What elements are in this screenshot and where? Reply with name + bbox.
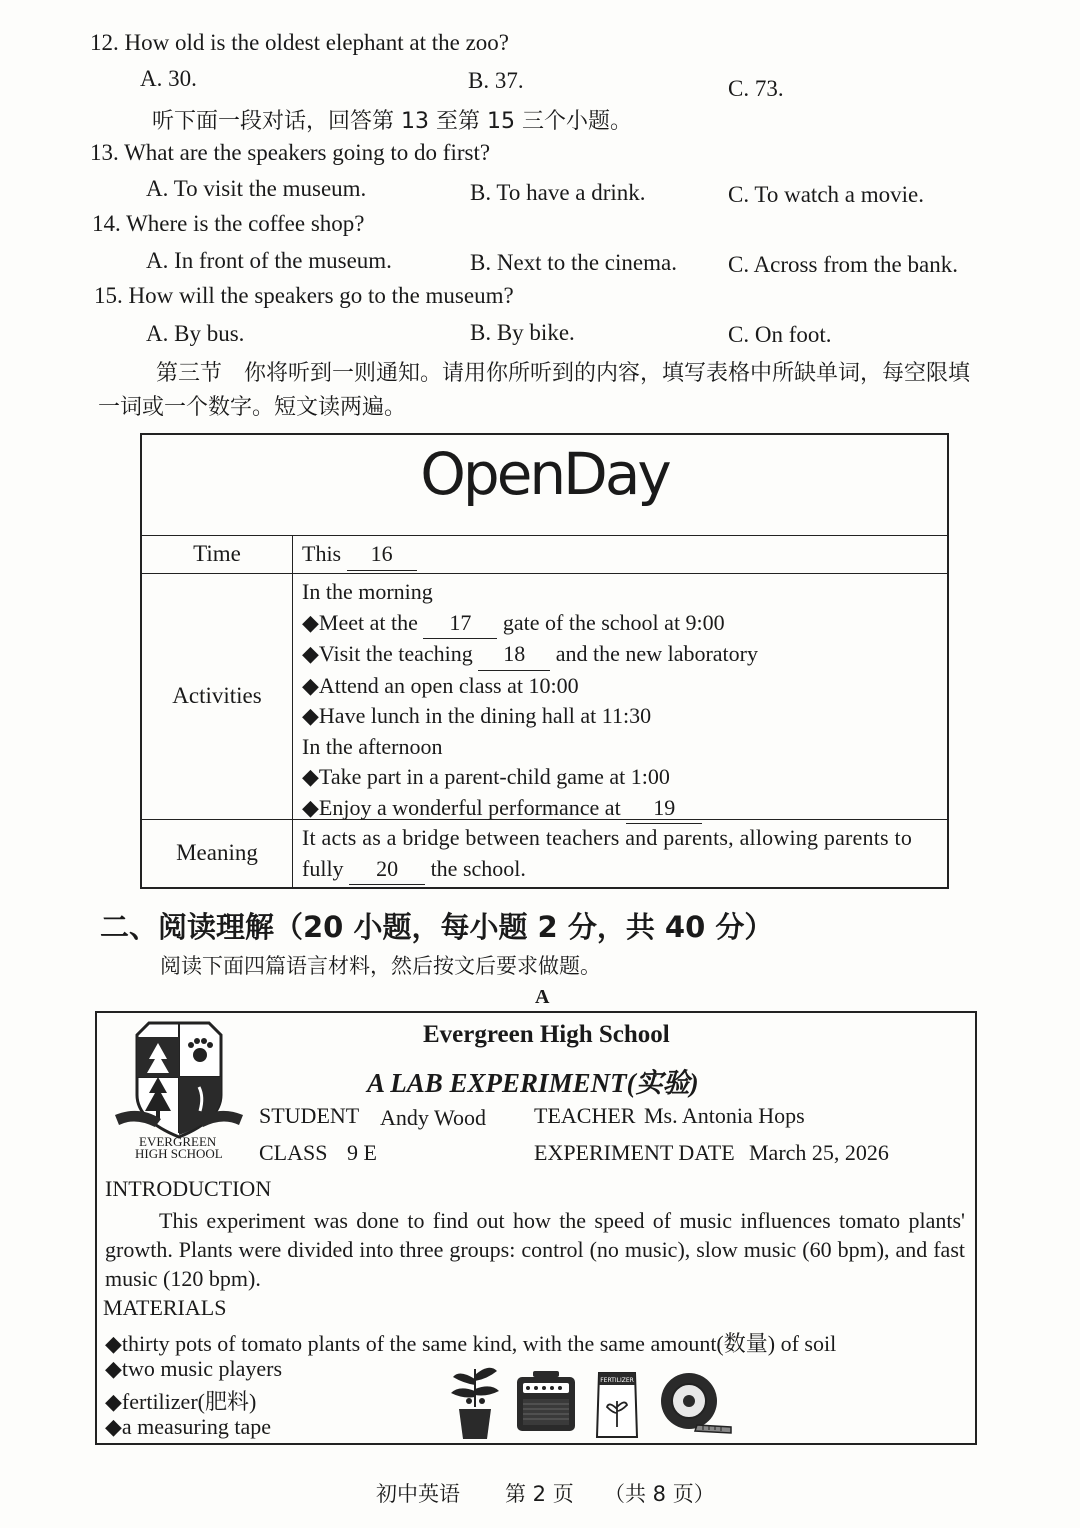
tomato-plant-icon bbox=[447, 1359, 503, 1441]
teacher-name: Ms. Antonia Hops bbox=[644, 1103, 805, 1128]
q13-option-a: A. To visit the museum. bbox=[146, 176, 367, 201]
fertilizer-bag-label: FERTILIZER bbox=[600, 1377, 634, 1384]
q14-option-a: A. In front of the museum. bbox=[146, 248, 392, 273]
question-14 bbox=[92, 211, 365, 237]
open-day-table bbox=[140, 433, 949, 889]
meaning-label: Meaning bbox=[142, 819, 293, 887]
activity-text: ◆Visit the teaching bbox=[302, 641, 473, 666]
activity-text: ◆Enjoy a wonderful performance at bbox=[302, 794, 621, 820]
morning-heading: In the morning bbox=[302, 579, 433, 604]
question-15 bbox=[94, 283, 514, 309]
material-item: ◆fertilizer(肥料) bbox=[105, 1389, 257, 1414]
question-text: How will the speakers go to the museum? bbox=[128, 283, 514, 308]
question-number: 12. bbox=[90, 30, 119, 55]
question-text: Where is the coffee shop? bbox=[126, 211, 365, 236]
introduction-text: This experiment was done to find out how the speed of music influences tomato plants' growth. Plants were divided into three groups: control (no music), slow music (60 bpm), and fast music (120 bpm). bbox=[105, 1208, 965, 1291]
material-item: ◆a measuring tape bbox=[105, 1414, 271, 1439]
activity-item: ◆Take part in a parent-child game at 1:00 bbox=[302, 764, 670, 789]
crest-caption-2: HIGH SCHOOL bbox=[135, 1146, 223, 1161]
blank-17[interactable]: 17 bbox=[423, 608, 497, 640]
activity-item bbox=[302, 608, 937, 640]
q15-option-a: A. By bus. bbox=[146, 321, 245, 346]
lab-experiment-box bbox=[95, 1011, 977, 1445]
meaning-line bbox=[302, 854, 937, 886]
meaning-line: It acts as a bridge between teachers and parents, allowing parents to bbox=[302, 825, 913, 850]
activities-label: Activities bbox=[142, 573, 293, 819]
blank-20[interactable]: 20 bbox=[349, 854, 425, 886]
student-label: STUDENT bbox=[259, 1103, 360, 1128]
question-number: 13. bbox=[90, 140, 119, 165]
q12-option-c: C. 73. bbox=[728, 76, 784, 101]
q13-option-b: B. To have a drink. bbox=[470, 180, 646, 205]
question-number: 15. bbox=[94, 283, 123, 308]
q12-option-b: B. 37. bbox=[468, 68, 524, 93]
meaning-suffix: the school. bbox=[430, 855, 526, 881]
time-row bbox=[142, 535, 947, 574]
school-name: Evergreen High School bbox=[423, 1021, 670, 1048]
activity-item: ◆Have lunch in the dining hall at 11:30 bbox=[302, 703, 652, 728]
meaning-row bbox=[142, 819, 947, 887]
q14-option-c: C. Across from the bank. bbox=[728, 252, 958, 277]
class-value: 9 E bbox=[347, 1140, 377, 1165]
student-name: Andy Wood bbox=[380, 1105, 486, 1130]
instruction-13-15: 听下面一段对话，回答第 13 至第 15 三个小题。 bbox=[152, 109, 632, 134]
activities-row bbox=[142, 573, 947, 820]
materials-heading: MATERIALS bbox=[103, 1295, 227, 1320]
activity-item bbox=[302, 639, 937, 671]
blank-18[interactable]: 18 bbox=[478, 639, 550, 671]
section-3-instruction-line-2: 一词或一个数字。短文读两遍。 bbox=[98, 395, 407, 420]
measuring-tape-icon bbox=[657, 1369, 737, 1437]
teacher-label: TEACHER bbox=[534, 1103, 636, 1128]
activity-text: ◆Meet at the bbox=[302, 609, 418, 635]
question-12 bbox=[90, 30, 509, 56]
introduction-heading: INTRODUCTION bbox=[105, 1176, 272, 1201]
time-prefix: This bbox=[302, 541, 342, 566]
passage-letter: A bbox=[535, 986, 550, 1008]
section-3-instruction-line-1: 第三节 你将听到一则通知。请用你所听到的内容，填写表格中所缺单词，每空限填 bbox=[156, 361, 971, 386]
blank-16[interactable]: 16 bbox=[347, 539, 417, 571]
date-label: EXPERIMENT DATE bbox=[534, 1140, 735, 1165]
music-player-icon bbox=[515, 1371, 577, 1433]
question-text: What are the speakers going to do first? bbox=[124, 140, 491, 165]
time-label: Time bbox=[142, 535, 293, 573]
material-item: ◆two music players bbox=[105, 1356, 282, 1381]
activity-item: ◆Attend an open class at 10:00 bbox=[302, 672, 579, 698]
q13-option-c: C. To watch a movie. bbox=[728, 182, 924, 207]
q14-option-b: B. Next to the cinema. bbox=[470, 250, 677, 275]
time-value bbox=[302, 539, 937, 571]
q15-option-b: B. By bike. bbox=[470, 320, 575, 345]
meaning-prefix: fully bbox=[302, 855, 344, 881]
question-13 bbox=[90, 140, 490, 166]
open-day-title-cell bbox=[142, 435, 947, 536]
experiment-title: A LAB EXPERIMENT(实验) bbox=[367, 1068, 699, 1098]
q12-option-a: A. 30. bbox=[140, 66, 197, 91]
fertilizer-bag-icon bbox=[595, 1367, 639, 1439]
class-label: CLASS bbox=[259, 1140, 328, 1165]
open-day-title: OpenDay bbox=[420, 440, 669, 508]
footer-page: 第 2 页 bbox=[505, 1482, 574, 1506]
date-value: March 25, 2026 bbox=[749, 1140, 889, 1165]
activities-list bbox=[302, 577, 937, 824]
activity-text: and the new laboratory bbox=[555, 641, 758, 666]
footer-total: （共 8 页） bbox=[604, 1482, 715, 1506]
q15-option-c: C. On foot. bbox=[728, 322, 832, 347]
section-2-instruction: 阅读下面四篇语言材料，然后按文后要求做题。 bbox=[160, 954, 601, 978]
afternoon-heading: In the afternoon bbox=[302, 733, 443, 759]
section-2-heading: 二、阅读理解（20 小题，每小题 2 分，共 40 分） bbox=[100, 910, 774, 944]
meaning-text bbox=[302, 823, 937, 885]
blank-19[interactable]: 19 bbox=[626, 793, 702, 825]
material-item: ◆thirty pots of tomato plants of the same kind, with the same amount(数量) of soil bbox=[105, 1331, 837, 1356]
footer-subject: 初中英语 bbox=[376, 1482, 460, 1506]
crest-caption-1: EVERGREEN bbox=[139, 1134, 217, 1149]
question-text: How old is the oldest elephant at the zoo? bbox=[124, 30, 510, 55]
question-number: 14. bbox=[92, 211, 121, 236]
activity-text: gate of the school at 9:00 bbox=[502, 609, 725, 635]
